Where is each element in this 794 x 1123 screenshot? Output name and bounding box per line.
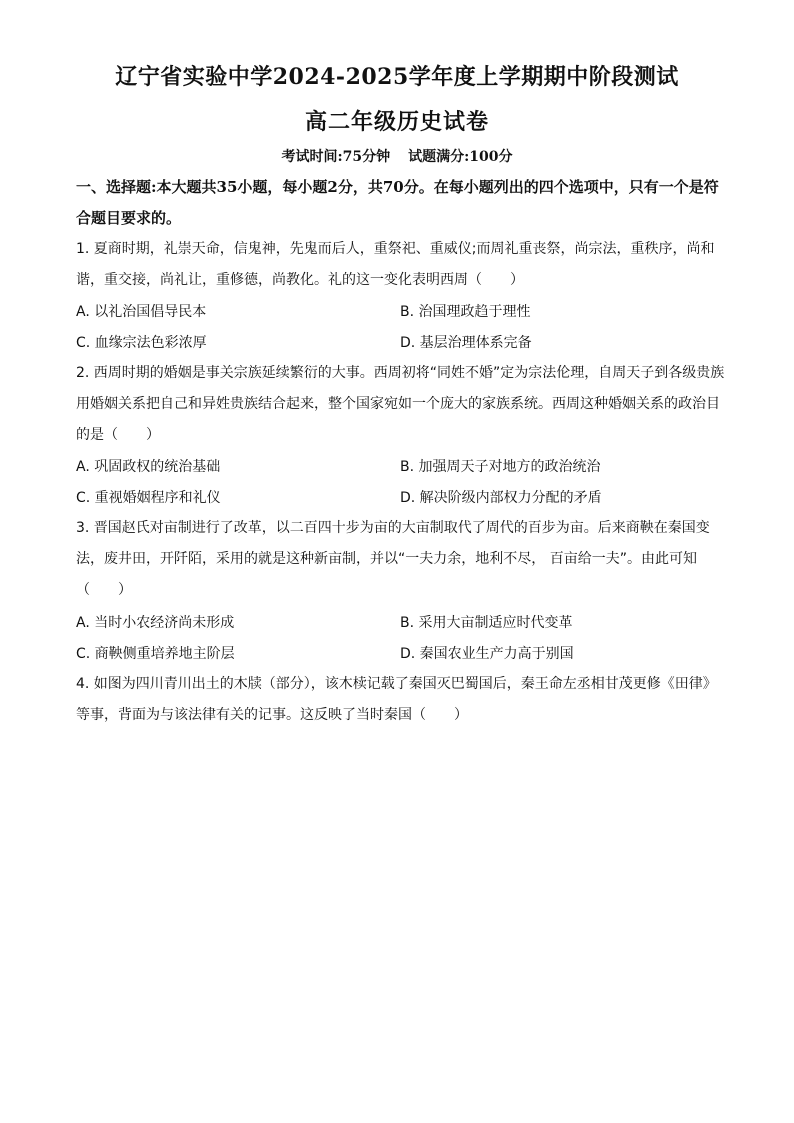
question-3-option-c: C. 商鞅侧重培养地主阶层 (76, 646, 235, 662)
question-4-stem: 4. 如图为四川青川出土的木牍（部分），该木椟记载了秦国灭巴蜀国后，秦王命左丞相甘茂更修《田律》等事，背面为与该法律有关的记事。这反映了当时秦国（ ） (76, 676, 717, 723)
question-3-option-b: B. 采用大亩制适应时代变革 (400, 615, 573, 631)
full-score: 试题满分:100分 (408, 149, 513, 165)
question-3-option-d: D. 秦国农业生产力高于别国 (400, 646, 574, 662)
question-3-option-a: A. 当时小农经济尚未形成 (76, 615, 235, 631)
question-2-stem: 2. 西周时期的婚姻是事关宗族延续繁衍的大事。西周初将“同姓不婚”定为宗法伦理，自周天子到各级贵族用婚姻关系把自己和异姓贵族结合起来，整个国家宛如一个庞大的家族系统。西周这种婚姻关系的政治目的是（ ） (76, 365, 725, 443)
question-1-option-a: A. 以礼治国倡导民本 (76, 304, 207, 320)
question-2-option-a: A. 巩固政权的统治基础 (76, 459, 221, 475)
section-heading: 一、选择题:本大题共35小题，每小题2分，共70分。在每小题列出的四个选项中，只有一个是符合题目要求的。 (76, 178, 719, 227)
question-1-option-c: C. 血缘宗法色彩浓厚 (76, 335, 207, 351)
exam-title: 辽宁省实验中学2024-2025学年度上学期期中阶段测试 (115, 64, 679, 90)
exam-info (0, 146, 794, 166)
question-3-stem: 3. 晋国赵氏对亩制进行了改革，以二百四十步为亩的大亩制取代了周代的百步为亩。后来商鞅在秦国变法，废井田，开阡陌，采用的就是这种新亩制，并以“一夫力余，地利不尽， 百亩给一夫”。由此可知（ ） (76, 520, 710, 598)
exam-time: 考试时间:75分钟 (281, 149, 391, 165)
exam-subtitle: 高二年级历史试卷 (304, 109, 489, 135)
question-1-stem: 1. 夏商时期，礼崇天命，信鬼神，先鬼而后人，重祭祀、重威仪;而周礼重丧祭，尚宗法，重秩序，尚和谐，重交接，尚礼让，重修德，尚教化。礼的这一变化表明西周（ ） (76, 241, 715, 288)
question-2-option-b: B. 加强周天子对地方的政治统治 (400, 459, 601, 475)
question-2-option-d: D. 解决阶级内部权力分配的矛盾 (400, 490, 602, 506)
question-1-option-b: B. 治国理政趋于理性 (400, 304, 531, 320)
question-1-option-d: D. 基层治理体系完备 (400, 335, 532, 351)
question-2-option-c: C. 重视婚姻程序和礼仪 (76, 490, 221, 506)
